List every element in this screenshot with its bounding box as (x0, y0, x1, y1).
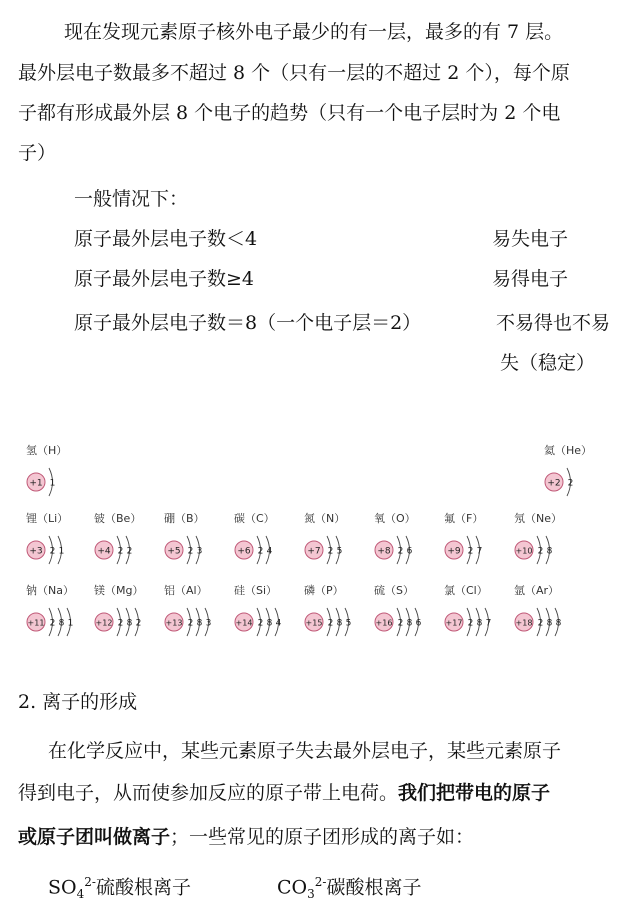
nucleus-charge: +3 (29, 546, 43, 557)
ion-sulfate-name: 硫酸根离子 (95, 876, 191, 899)
atom-name: 硅（Si） (234, 584, 278, 597)
atom-17 (444, 584, 504, 644)
atom-5 (164, 512, 224, 572)
shell-electron-count: 2 (257, 618, 264, 629)
atom-3 (26, 512, 86, 572)
shell-electron-count: 4 (275, 618, 282, 629)
shell-electron-count: 2 (327, 546, 334, 557)
atom-8 (374, 512, 434, 572)
nucleus-charge: +4 (97, 546, 111, 557)
atom-12 (94, 584, 154, 644)
atom-name: 氯（Cl） (444, 584, 488, 597)
atom-name: 锂（Li） (26, 512, 69, 525)
shell-electron-count: 8 (336, 618, 343, 629)
nucleus-charge: +9 (447, 546, 461, 557)
atom-name: 氖（Ne） (514, 512, 562, 525)
para1-line4: 子） (18, 142, 57, 164)
atom-6 (234, 512, 294, 572)
section2-line3-bold: 或原子团叫做离子 (18, 826, 171, 848)
atom-name: 铍（Be） (94, 512, 142, 525)
atom-name: 钠（Na） (26, 584, 74, 597)
atom-model-icon (444, 602, 508, 642)
nucleus-charge: +2 (547, 478, 561, 489)
atom-model-icon (444, 530, 508, 570)
nucleus-charge: +8 (377, 546, 391, 557)
atom-model-icon (94, 602, 158, 642)
shell-electron-count: 2 (467, 618, 474, 629)
atom-name: 氩（Ar） (514, 584, 560, 597)
shell-electron-count: 2 (187, 546, 194, 557)
atom-name: 氦（He） (544, 444, 593, 457)
atom-model-icon (544, 462, 608, 502)
ion-sulfate-sup: 2- (84, 875, 96, 889)
atom-model-icon (304, 530, 368, 570)
shell-electron-count: 2 (537, 546, 544, 557)
result-row-1: 易失电子 (492, 228, 569, 250)
shell-electron-count: 1 (58, 546, 65, 557)
atom-name: 氮（N） (304, 512, 346, 525)
atom-name: 硼（B） (164, 512, 205, 525)
shell-electron-count: 8 (58, 618, 65, 629)
shell-electron-count: 3 (196, 546, 203, 557)
atom-model-icon (234, 530, 298, 570)
shell-electron-count: 2 (467, 546, 474, 557)
atom-model-icon (514, 602, 578, 642)
section2-heading: 2. 离子的形成 (18, 691, 138, 713)
shell-electron-count: 7 (476, 546, 483, 557)
result-row-3-cont: 失（稳定） (500, 352, 596, 374)
atom-14 (234, 584, 294, 644)
atom-11 (26, 584, 86, 644)
ion-carbonate-sup: 2- (314, 875, 327, 889)
shell-electron-count: 6 (415, 618, 422, 629)
nucleus-charge: +1 (29, 478, 43, 489)
shell-electron-count: 8 (546, 618, 553, 629)
nucleus-charge: +12 (95, 618, 113, 628)
atom-name: 磷（P） (304, 584, 344, 597)
ion-sulfate (48, 870, 191, 906)
section2-line1: 在化学反应中，某些元素原子失去最外层电子，某些元素原子 (48, 740, 562, 762)
atom-model-icon (374, 530, 438, 570)
shell-electron-count: 8 (476, 618, 483, 629)
atom-10 (514, 512, 574, 572)
shell-electron-count: 7 (485, 618, 492, 629)
result-row-3: 不易得也不易 (496, 312, 611, 334)
atom-16 (374, 584, 434, 644)
nucleus-charge: +17 (445, 618, 463, 628)
nucleus-charge: +16 (375, 618, 393, 628)
atom-model-icon (374, 602, 438, 642)
atom-model-icon (514, 530, 578, 570)
atom-9 (444, 512, 504, 572)
shell-electron-count: 2 (567, 478, 574, 489)
ion-carbonate-name: 碳酸根离子 (326, 876, 422, 899)
atom-name: 镁（Mg） (94, 584, 144, 597)
nucleus-charge: +13 (165, 618, 183, 628)
atom-name: 氟（F） (444, 512, 484, 525)
ion-sulfate-formula: SO (48, 876, 77, 899)
shell-electron-count: 2 (187, 618, 194, 629)
shell-electron-count: 8 (266, 618, 273, 629)
atom-structure-diagram (0, 440, 640, 660)
section2-line2-bold: 我们把带电的原子 (398, 782, 551, 804)
atom-model-icon (164, 530, 228, 570)
atom-2 (544, 444, 604, 504)
atom-name: 铝（Al） (164, 584, 208, 597)
atom-model-icon (94, 530, 158, 570)
ion-sulfate-sub: 4 (76, 887, 85, 902)
para1-line3: 子都有形成最外层 8 个电子的趋势（只有一个电子层时为 2 个电 (18, 102, 561, 124)
section2-line2-text: 得到电子，从而使参加反应的原子带上电荷。 (18, 782, 399, 804)
atom-7 (304, 512, 364, 572)
atom-1 (26, 444, 86, 504)
shell-electron-count: 6 (406, 546, 413, 557)
section2-line3-text: ；一些常见的原子团形成的离子如： (170, 826, 475, 848)
atom-model-icon (26, 602, 90, 642)
atom-name: 氢（H） (26, 444, 68, 457)
shell-electron-count: 2 (117, 618, 124, 629)
atom-name: 氧（O） (374, 512, 416, 525)
atom-15 (304, 584, 364, 644)
nucleus-charge: +11 (27, 618, 45, 628)
ion-carbonate-formula: CO (277, 876, 308, 899)
atom-name: 碳（C） (234, 512, 275, 525)
shell-electron-count: 4 (266, 546, 273, 557)
atom-13 (164, 584, 224, 644)
nucleus-charge: +18 (515, 618, 533, 628)
shell-electron-count: 5 (336, 546, 343, 557)
para1-line2: 最外层电子数最多不超过 8 个（只有一层的不超过 2 个），每个原 (18, 62, 570, 84)
shell-electron-count: 8 (126, 618, 133, 629)
shell-electron-count: 3 (205, 618, 212, 629)
atom-model-icon (234, 602, 298, 642)
shell-electron-count: 2 (49, 546, 56, 557)
shell-electron-count: 2 (327, 618, 334, 629)
section2-line2 (18, 781, 550, 805)
para1-line1: 现在发现元素原子核外电子最少的有一层，最多的有 7 层。 (64, 21, 564, 43)
nucleus-charge: +7 (307, 546, 321, 557)
nucleus-charge: +5 (167, 546, 181, 557)
shell-electron-count: 8 (546, 546, 553, 557)
cond-row-3: 原子最外层电子数＝8（一个电子层＝2） (74, 312, 422, 334)
nucleus-charge: +15 (305, 618, 323, 628)
shell-electron-count: 8 (555, 618, 562, 629)
shell-electron-count: 1 (49, 478, 56, 489)
cond-row-2: 原子最外层电子数≥4 (74, 268, 255, 290)
ion-carbonate-sub: 3 (307, 887, 315, 902)
atom-model-icon (26, 462, 90, 502)
nucleus-charge: +14 (235, 618, 253, 628)
shell-electron-count: 2 (126, 546, 133, 557)
atom-model-icon (164, 602, 228, 642)
nucleus-charge: +6 (237, 546, 251, 557)
result-row-2: 易得电子 (492, 268, 569, 290)
atom-18 (514, 584, 574, 644)
section2-line3 (18, 825, 474, 849)
atom-4 (94, 512, 154, 572)
shell-electron-count: 1 (67, 618, 74, 629)
shell-electron-count: 2 (117, 546, 124, 557)
shell-electron-count: 2 (135, 618, 142, 629)
atom-name: 硫（S） (374, 584, 414, 597)
general-title: 一般情况下： (74, 188, 189, 210)
shell-electron-count: 2 (397, 546, 404, 557)
shell-electron-count: 5 (345, 618, 352, 629)
cond-row-1: 原子最外层电子数＜4 (74, 228, 258, 250)
shell-electron-count: 2 (257, 546, 264, 557)
shell-electron-count: 2 (49, 618, 56, 629)
shell-electron-count: 2 (537, 618, 544, 629)
atom-model-icon (26, 530, 90, 570)
ion-carbonate (277, 870, 421, 906)
shell-electron-count: 8 (196, 618, 203, 629)
nucleus-charge: +10 (515, 546, 533, 556)
shell-electron-count: 2 (397, 618, 404, 629)
atom-model-icon (304, 602, 368, 642)
shell-electron-count: 8 (406, 618, 413, 629)
